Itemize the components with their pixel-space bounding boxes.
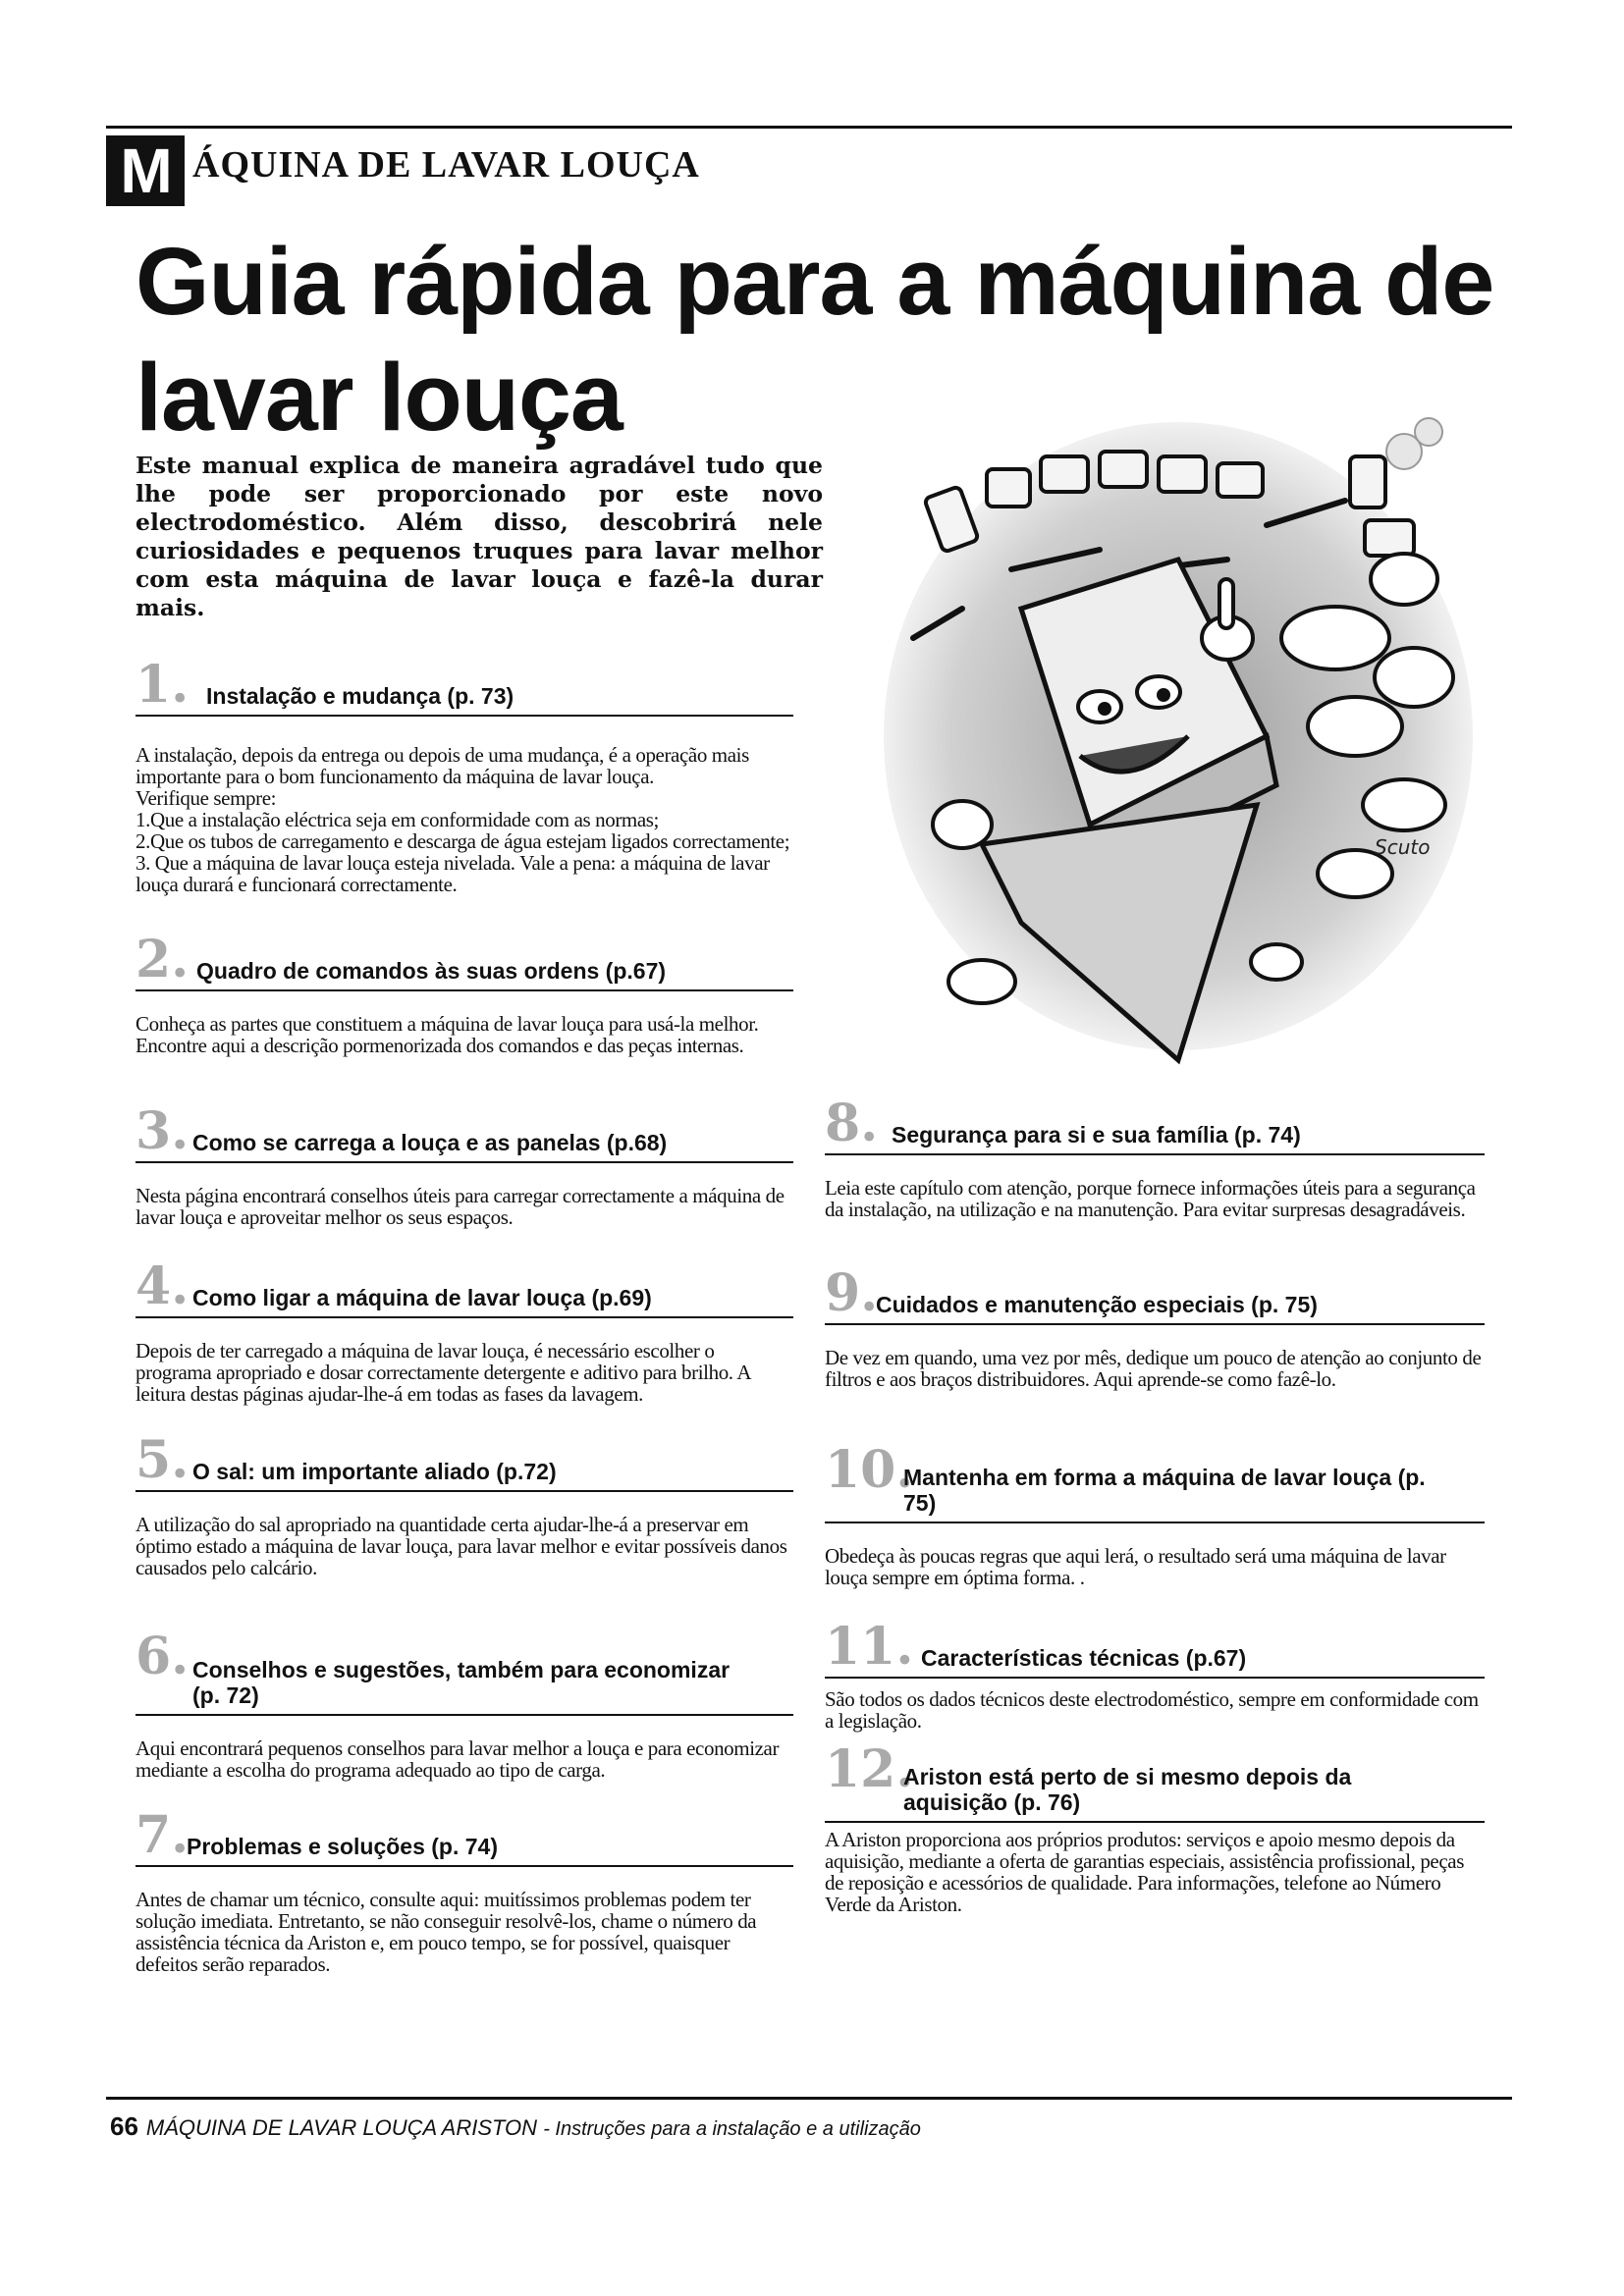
section-text: Conheça as partes que constituem a máquina de lavar louça para usá-la melhor. Encontre aqui a descrição pormenorizada dos comandos e das peças internas. [135,1012,759,1057]
section-header [825,1263,1485,1325]
section-number: 12. [825,1739,914,1799]
section-text: Nesta página encontrará conselhos úteis para carregar correctamente a máquina de lavar louça e aproveitar melhor os seus espaços. [135,1184,785,1229]
section-number: 2. [135,930,189,989]
section-header [825,1096,1485,1155]
section-number: 10. [825,1440,914,1500]
section-body [825,1688,1485,1732]
section-8 [825,1096,1485,1220]
section-header [135,1430,793,1492]
section-title: O sal: um importante aliado (p.72) [192,1459,557,1484]
section-header [825,1440,1485,1523]
intro-paragraph: Este manual explica de maneira agradável tudo que lhe pode ser proporcionado por este novo electrodoméstico. Além disso, descobrirá nele curiosidades e pequenos truques para lavar melhor com esta máquina de lavar louça e fazê-la durar mais. [135,452,823,621]
section-number: 11. [825,1617,914,1677]
section-text: A instalação, depois da entrega ou depois de uma mudança, é a operação mais importante para o bom funcionamento da máquina de lavar louça. [135,743,749,788]
section-10 [825,1440,1485,1589]
section-text: 2.Que os tubos de carregamento e descarga de água estejam ligados correctamente; [135,829,790,853]
section-body [135,744,793,895]
section-2 [135,930,793,1057]
section-6 [135,1629,793,1781]
section-body [825,1829,1485,1915]
section-title: Mantenha em forma a máquina de lavar louça (p. 75) [903,1465,1426,1516]
page-footer [110,2112,921,2143]
section-body [825,1177,1485,1220]
section-header [825,1739,1485,1823]
section-text: 1.Que a instalação eléctrica seja em conformidade com as normas; [135,808,659,831]
section-text: A Ariston proporciona aos próprios produtos: serviços e apoio mesmo depois da aquisição, mediante a oferta de garantias especiais, assistência profissional, peças de reposição e acessórios de qualidade. Para informações, telefone ao Número Verde da Ariston. [825,1828,1464,1916]
section-body [825,1347,1485,1390]
footer-subtitle: - Instruções para a instalação e a utilização [543,2118,921,2140]
section-11 [825,1617,1485,1733]
section-title: Ariston está perto de si mesmo depois da aquisição (p. 76) [903,1764,1352,1815]
section-text: Leia este capítulo com atenção, porque fornece informações úteis para a segurança da instalação, na utilização e na manutenção. Para evitar surpresas desagradáveis. [825,1176,1476,1221]
dishwasher-cartoon-illustration [854,412,1492,1080]
section-text: A utilização do sal apropriado na quantidade certa ajudar-lhe-á a preservar em óptimo estado a máquina de lavar louça, para lavar melhor e evitar possíveis danos causados pelo calcário. [135,1513,787,1579]
section-title: Como se carrega a louça e as panelas (p.68) [192,1130,668,1155]
page-number: 66 [110,2111,138,2141]
section-title: Quadro de comandos às suas ordens (p.67) [196,958,667,984]
bottom-rule [106,2097,1512,2100]
section-text: Antes de chamar um técnico, consulte aqui: muitíssimos problemas podem ter solução imediata. Entretanto, se não conseguir resolvê-los, chame o número da assistência técnica da Ariston e, em pouco tempo, se for possível, quaisquer defeitos serão reparados. [135,1888,757,1976]
section-title: Conselhos e sugestões, também para economizar (p. 72) [192,1657,731,1708]
section-header [135,930,793,991]
section-body [135,1013,793,1056]
section-title: Segurança para si e sua família (p. 74) [892,1122,1301,1148]
section-text: Depois de ter carregado a máquina de lavar louça, é necessário escolher o programa apropriado e dosar correctamente detergente e aditivo para brilho. A leitura destas páginas ajudar-lhe-á em todas as fases da lavagem. [135,1339,750,1406]
section-number: 4. [135,1256,189,1316]
section-text: Verifique sempre: [135,786,277,810]
top-rule [106,126,1512,129]
section-number: 5. [135,1430,189,1490]
section-title: Como ligar a máquina de lavar louça (p.69) [192,1285,652,1310]
section-body [135,1340,793,1405]
section-title: Instalação e mudança (p. 73) [206,683,514,709]
section-1 [135,655,793,896]
section-9 [825,1263,1485,1391]
section-title: Características técnicas (p.67) [921,1645,1247,1671]
section-text: 3. Que a máquina de lavar louça esteja nivelada. Vale a pena: a máquina de lavar louça durará e funcionará correctamente. [135,851,770,896]
illustration-signature: Scuto [1375,835,1431,859]
header-section-title: ÁQUINA DE LAVAR LOUÇA [192,144,700,186]
section-12 [825,1739,1485,1916]
section-body [825,1545,1485,1588]
footer-title: MÁQUINA DE LAVAR LOUÇA ARISTON [145,2115,538,2140]
section-header [825,1617,1485,1679]
section-7 [135,1805,793,1976]
section-title: Cuidados e manutenção especiais (p. 75) [876,1292,1318,1317]
section-header [135,1805,793,1867]
section-number: 8. [825,1094,879,1153]
section-text: São todos os dados técnicos deste electrodoméstico, sempre em conformidade com a legislação. [825,1687,1479,1733]
section-text: Obedeça às poucas regras que aqui lerá, o resultado será uma máquina de lavar louça sempre em óptima forma. . [825,1544,1446,1589]
section-number: 3. [135,1101,189,1161]
section-body [135,1514,793,1578]
section-5 [135,1430,793,1579]
section-number: 7. [135,1805,189,1865]
section-3 [135,1101,793,1229]
section-4 [135,1256,793,1406]
section-body [135,1889,793,1975]
section-text: De vez em quando, uma vez por mês, dedique um pouco de atenção ao conjunto de filtros e aos braços distribuidores. Aqui aprende-se como fazê-lo. [825,1346,1482,1391]
section-number: 6. [135,1627,189,1686]
section-header [135,655,793,717]
page-title: Guia rápida para a máquina de lavar louça [135,228,1494,451]
section-body [135,1737,793,1781]
section-body [135,1185,793,1228]
section-number: 1. [135,655,189,715]
section-text: Aqui encontrará pequenos conselhos para lavar melhor a louça e para economizar mediante a escolha do programa adequado ao tipo de carga. [135,1736,780,1782]
section-header [135,1101,793,1163]
section-title: Problemas e soluções (p. 74) [187,1834,499,1859]
section-header [135,1629,793,1716]
section-number: 9. [825,1263,879,1323]
section-header [135,1256,793,1318]
header-initial-letter: M [106,135,185,206]
